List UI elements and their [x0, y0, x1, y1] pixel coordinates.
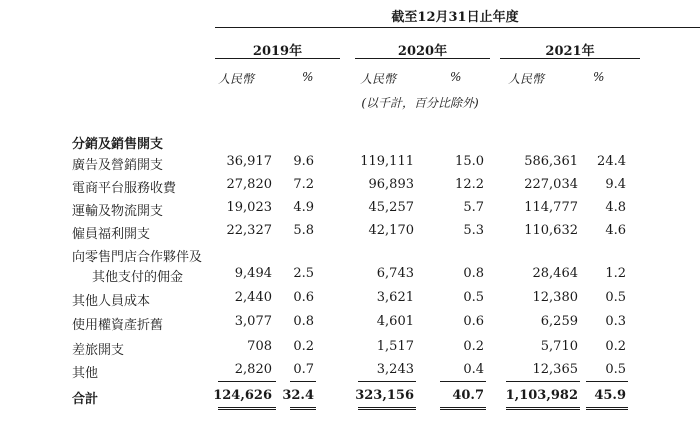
subtotal-rule	[440, 381, 486, 382]
cell-2020-pct: 0.6	[463, 314, 484, 329]
row-label: 使用權資產折舊	[72, 318, 164, 333]
cell-2021-pct: 9.4	[605, 177, 626, 192]
cell-2019-rmb: 708	[247, 339, 272, 354]
cell-2019-rmb: 2,440	[234, 290, 272, 305]
cell-2019-rmb: 19,023	[226, 200, 272, 215]
year-2019-rule	[215, 58, 340, 59]
cell-2020-pct: 12.2	[455, 177, 484, 192]
table-row	[0, 177, 700, 197]
row-label: 僱員福利開支	[72, 227, 151, 242]
cell-2020-pct: 5.3	[463, 223, 484, 238]
total-2021-pct: 45.9	[594, 388, 626, 403]
cell-2019-pct: 0.7	[293, 362, 314, 377]
subtotal-rule	[290, 381, 316, 382]
year-2020-rule	[355, 58, 490, 59]
table-row	[0, 154, 700, 174]
cell-2019-pct: 0.2	[293, 339, 314, 354]
total-2019-rmb: 124,626	[213, 388, 272, 403]
row-label: 廣告及營銷開支	[72, 158, 164, 173]
cell-2019-pct: 9.6	[293, 154, 314, 169]
cell-2021-pct: 0.5	[605, 290, 626, 305]
cell-2020-rmb: 1,517	[376, 339, 414, 354]
cell-2020-rmb: 3,243	[376, 362, 414, 377]
subtotal-rule	[218, 381, 276, 382]
cell-2019-rmb: 2,820	[234, 362, 272, 377]
cell-2021-rmb: 5,710	[540, 339, 578, 354]
row-label: 運輸及物流開支	[72, 204, 164, 219]
cell-2020-pct: 0.8	[463, 266, 484, 281]
cell-2020-rmb: 42,170	[368, 223, 414, 238]
subtotal-rule	[586, 381, 628, 382]
year-2021-rule	[500, 58, 640, 59]
row-label: 其他	[72, 366, 99, 381]
subtotal-rule	[506, 381, 580, 382]
sub-rmb-2021: 人民幣	[508, 72, 545, 86]
row-label: 電商平台服務收費	[72, 181, 177, 196]
cell-2019-rmb: 27,820	[226, 177, 272, 192]
total-double-rule	[290, 407, 316, 410]
cell-2020-rmb: 45,257	[368, 200, 414, 215]
cell-2021-pct: 24.4	[597, 154, 626, 169]
total-double-rule	[440, 407, 486, 410]
row-label: 其他人員成本	[72, 294, 151, 309]
table-row	[0, 223, 700, 243]
table-row-label-line1	[0, 246, 700, 266]
table-row	[0, 314, 700, 334]
cell-2019-pct: 0.6	[293, 290, 314, 305]
cell-2020-pct: 5.7	[463, 200, 484, 215]
cell-2019-rmb: 9,494	[234, 266, 272, 281]
table-row	[0, 290, 700, 310]
sub-pct-2020: %	[450, 70, 462, 84]
cell-2021-pct: 1.2	[605, 266, 626, 281]
year-2021: 2021年	[545, 44, 595, 59]
cell-2021-pct: 4.8	[605, 200, 626, 215]
cell-2021-rmb: 586,361	[524, 154, 578, 169]
cell-2019-rmb: 3,077	[234, 314, 272, 329]
total-2020-rmb: 323,156	[355, 388, 414, 403]
table-row	[0, 362, 700, 382]
cell-2020-rmb: 119,111	[360, 154, 414, 169]
cell-2021-rmb: 114,777	[524, 200, 578, 215]
cell-2021-pct: 0.2	[605, 339, 626, 354]
header-rule	[215, 27, 700, 28]
table-row	[0, 200, 700, 220]
sub-pct-2021: %	[593, 70, 605, 84]
total-double-rule	[218, 407, 276, 410]
sub-rmb-2020: 人民幣	[360, 72, 397, 86]
cell-2019-pct: 2.5	[293, 266, 314, 281]
cell-2021-rmb: 6,259	[540, 314, 578, 329]
cell-2019-pct: 4.9	[293, 200, 314, 215]
row-label: 差旅開支	[72, 343, 125, 358]
cell-2021-rmb: 12,380	[532, 290, 578, 305]
total-2021-rmb: 1,103,982	[505, 388, 578, 403]
cell-2020-pct: 15.0	[455, 154, 484, 169]
row-label-continued: 其他支付的佣金	[92, 270, 184, 285]
total-double-rule	[586, 407, 628, 410]
cell-2020-rmb: 6,743	[376, 266, 414, 281]
total-2019-pct: 32.4	[282, 388, 314, 403]
sub-rmb-2019: 人民幣	[218, 72, 255, 86]
cell-2021-rmb: 12,365	[532, 362, 578, 377]
cell-2020-rmb: 96,893	[368, 177, 414, 192]
cell-2021-rmb: 28,464	[532, 266, 578, 281]
cell-2020-pct: 0.5	[463, 290, 484, 305]
total-label: 合計	[72, 392, 99, 407]
sub-pct-2019: %	[302, 70, 314, 84]
cell-2021-pct: 4.6	[605, 223, 626, 238]
cell-2021-pct: 0.5	[605, 362, 626, 377]
total-double-rule	[358, 407, 416, 410]
section-title: 分銷及銷售開支	[72, 137, 164, 152]
cell-2020-rmb: 4,601	[376, 314, 414, 329]
cell-2019-rmb: 36,917	[226, 154, 272, 169]
cell-2019-rmb: 22,327	[226, 223, 272, 238]
row-label: 向零售門店合作夥伴及	[72, 250, 203, 265]
cell-2019-pct: 7.2	[293, 177, 314, 192]
year-2019: 2019年	[252, 44, 303, 59]
total-2020-pct: 40.7	[452, 388, 484, 403]
table-row	[0, 339, 700, 359]
cell-2021-rmb: 110,632	[524, 223, 578, 238]
cell-2019-pct: 5.8	[293, 223, 314, 238]
cell-2020-rmb: 3,621	[376, 290, 414, 305]
table-row	[0, 266, 700, 286]
cell-2021-pct: 0.3	[605, 314, 626, 329]
cell-2020-pct: 0.4	[463, 362, 484, 377]
period-title: 截至12月31日止年度	[391, 10, 519, 25]
year-2020: 2020年	[397, 44, 448, 59]
subtotal-rule	[358, 381, 416, 382]
unit-note: (以千計，百分比除外)	[361, 96, 479, 110]
cell-2021-rmb: 227,034	[524, 177, 578, 192]
cell-2020-pct: 0.2	[463, 339, 484, 354]
total-row	[0, 388, 700, 408]
cell-2019-pct: 0.8	[293, 314, 314, 329]
total-double-rule	[506, 407, 580, 410]
